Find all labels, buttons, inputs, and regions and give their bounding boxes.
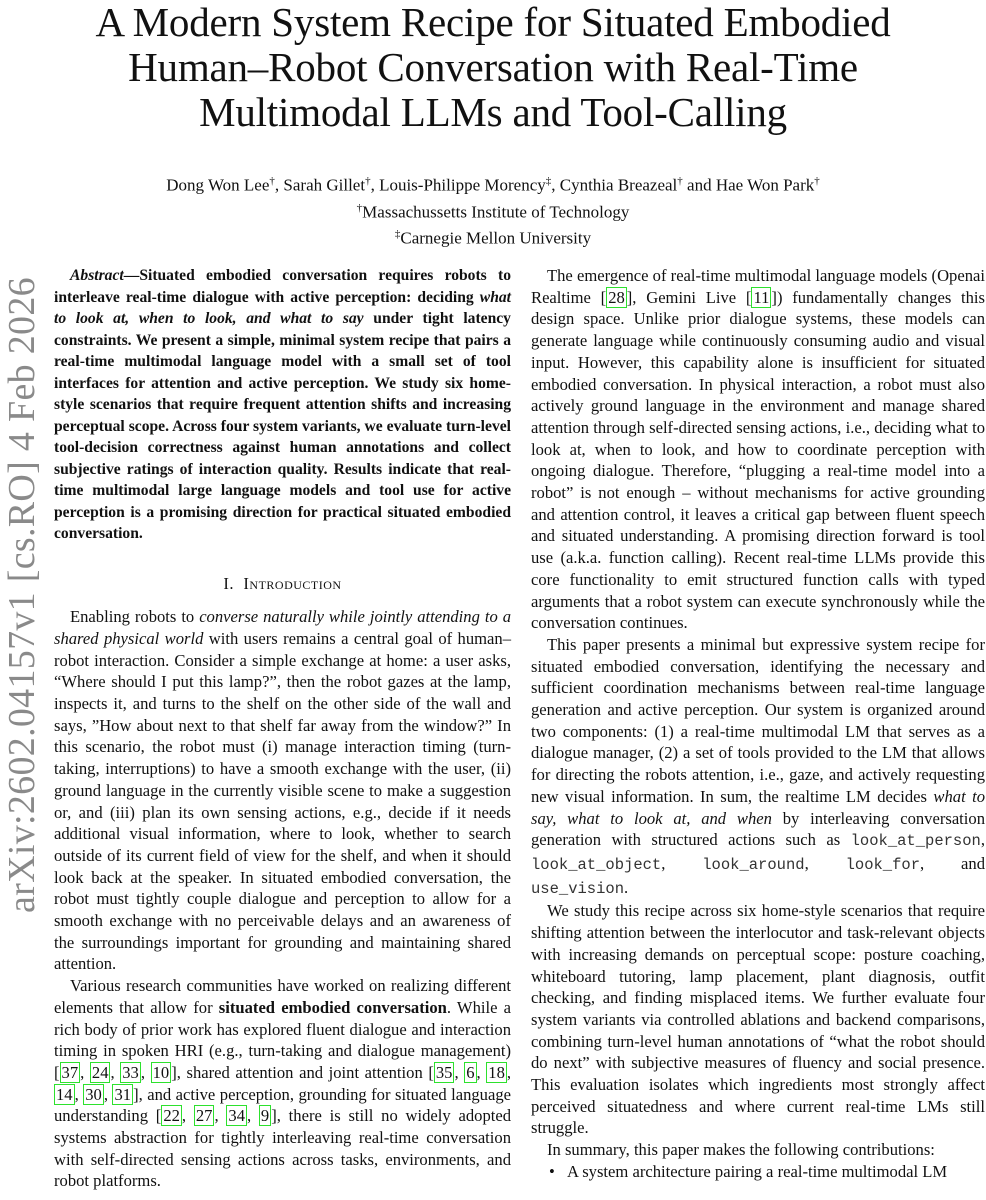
contribution-item: • A system architecture pairing a real-time multimodal LM — [547, 1161, 985, 1183]
author-name: Sarah Gillet — [283, 175, 366, 195]
text: This paper presents a minimal but expressive system recipe for situated embodied conversation, identifying the necessary and sufficient coordination mechanisms between real-time language generation and active perception. Our system is organized around two components: (1) a real-time multimodal LM that serves as a dialogue manager, (2) a set of tools provided to the LM that allows for directing the robots attention, i.e., gaze, and actively requesting new visual information. In sum, the realtime LM decides — [531, 634, 985, 806]
text: The emergence of real-time multimodal language models (Openai Realtime [ — [531, 266, 985, 307]
citation-link[interactable]: 35 — [435, 1062, 453, 1082]
text: ], there is still no widely adopted systems abstraction for tightly interleaving real-time conversation with self-directed sensing actions across tasks, environments, and robot platforms. — [54, 1106, 512, 1191]
bold-text: situated embodied conversation — [218, 997, 447, 1017]
text: Various research communities have worked on realizing different elements that allow for — [54, 976, 511, 1017]
text: ]) fundamentally changes this design space. Unlike prior dialogue systems, these models can generate language while continuously consuming audio and visual input. However, this capability alone is insufficient for situated embodied conversation. In physical interaction, a robot must also actively ground language in the environment and manage shared attention through self-directed sensing actions, i.e., deciding what to look at, when to look, and how to coordinate perception with ongoing dialogue. Therefore, “plugging a real-time model into a robot” is not enough – without mechanisms for active grounding and attention control, it leaves a critical gap between fluent speech and situated understanding. A promising direction forward is tool use (a.k.a. function calling). Recent real-time LLMs provide this core functionality to emit structured function calls with typed arguments that a robot system can execute synchronously while the conversation continues. — [531, 287, 986, 633]
title-line-2: Human–Robot Conversation with Real-Time — [128, 44, 858, 90]
left-column — [54, 265, 511, 1192]
affiliation-mark: † — [356, 201, 363, 214]
affiliation-mark: † — [269, 175, 275, 187]
separator: , — [980, 830, 985, 850]
affiliation-mark: † — [677, 175, 683, 187]
affiliation-name: Massachussetts Institute of Technology — [362, 202, 630, 222]
title-line-1: A Modern System Recipe for Situated Embodied — [95, 0, 891, 45]
contributions-list — [531, 1161, 985, 1183]
citation-link[interactable]: 6 — [466, 1062, 475, 1082]
citation-link[interactable]: 22 — [163, 1106, 180, 1126]
italic-text: converse naturally while jointly attending to a shared physical world — [54, 607, 511, 648]
intro-paragraph-6: In summary, this paper makes the following contributions: — [547, 1140, 935, 1160]
text: Enabling robots to — [70, 607, 200, 627]
citation-link[interactable]: 9 — [260, 1106, 270, 1126]
citation-link[interactable]: 33 — [122, 1062, 139, 1082]
abstract-italic: what to look at, when to look, and what to say — [54, 288, 511, 327]
text: ], and active perception, grounding for situated language understanding [ — [54, 1084, 511, 1126]
text: ], shared attention and joint attention [ — [171, 1062, 434, 1082]
citation-link[interactable]: 27 — [195, 1106, 213, 1126]
citation-link[interactable]: 11 — [753, 287, 770, 307]
intro-paragraph-2: Various research communities have worked on realizing different elements that allow for situated embodied conversation. While a rich body of prior work has explored fluent dialogue and interaction timing in spoken HRI (e.g., turn-taking and dialogue management) [ 37 , 24 , 33 , 10 ], shared attention and joint attention [ 35 , 6 , 18 , 14 , 30 , 31 ], and active perception, grounding for situated language understanding [ 22 , 27 , 34 , 9 ], there is still no widely adopted systems abstraction for tightly interleaving real-time conversation with self-directed sensing actions across tasks, environments, and robot platforms. — [54, 976, 512, 1191]
arxiv-stamp: arXiv:2602.04157v1 [cs.RO] 4 Feb 2026 — [1, 277, 43, 913]
affiliation-mark: ‡ — [394, 228, 401, 241]
author-name: Louis-Philippe Morency — [379, 175, 546, 195]
abstract-text: under tight latency constraints. We present a simple, minimal system recipe that pairs a real-time multimodal language model with a small set of tool interfaces for attention and active perception. We study six home-style scenarios that require frequent attention shifts and increasing perceptual scope. Across four system variants, we evaluate turn-level tool-decision correctness against human annotations and collect subjective ratings of interaction quality. Results indicate that real-time multimodal large language models and tool use for active perception is a promising direction for practical situated embodied conversation. — [54, 310, 511, 542]
author-block — [0, 170, 986, 250]
affiliation-name: Carnegie Mellon University — [400, 228, 592, 248]
citation-link[interactable]: 18 — [488, 1062, 505, 1082]
author-name: Cynthia Breazeal — [559, 175, 678, 195]
affiliation-mark: ‡ — [545, 175, 552, 187]
affiliation-cmu — [0, 223, 986, 250]
affiliation-mark: † — [365, 175, 371, 187]
text: by interleaving conversation generation with structured actions such as — [531, 808, 985, 850]
author-list: Dong Won Lee†, Sarah Gillet†, Louis-Philippe Morency‡, Cynthia Breazeal† and Hae Won Park† — [166, 175, 820, 195]
abstract-label: Abstract — [70, 267, 124, 284]
tool-name: look_at_person — [850, 832, 981, 851]
text: with users remains a central goal of human–robot interaction. Consider a simple exchange at home: a user asks, “Where should I put this lamp?”, then the robot gazes at the lamp, inspects it, and turns to the shelf on the other side of the wall and says, ”How about next to that shelf far away from the window?” In this scenario, the robot must (i) manage interaction timing (turn-taking, interruptions) to have a smooth exchange with the user, (ii) ground language in the currently visible scene to make a suggestion or, and (iii) plan its own sensing actions, e.g., decide if it needs additional visual information, where to look, whether to search outside of its current field of view for the shelf, and when it should look back at the speaker. In situated embodied conversation, the robot must tightly couple dialogue and perception to allow for a smooth exchange with no perceivable delays and an awareness of the surroundings important for grounding and maintaining shared attention. — [54, 628, 511, 974]
separator: , and — [920, 853, 985, 873]
section-title: Introduction — [243, 573, 342, 593]
separator: , — [804, 853, 846, 873]
abstract — [54, 265, 511, 545]
affiliation-mit — [0, 197, 986, 224]
text: . While a rich body of prior work has explored fluent dialogue and interaction timing in spoken HRI (e.g., turn-taking and dialogue management) [ — [54, 997, 511, 1082]
tool-name: look_for — [845, 855, 921, 874]
tool-name: look_at_object — [531, 855, 662, 874]
citation-link[interactable]: 30 — [85, 1084, 102, 1104]
citation-link[interactable]: 34 — [228, 1106, 245, 1126]
affiliation-mark: † — [814, 175, 820, 187]
right-column — [531, 265, 985, 1183]
citation-link[interactable]: 31 — [114, 1084, 132, 1104]
tool-name: use_vision — [531, 879, 625, 898]
title-line-3: Multimodal LLMs and Tool-Calling — [199, 89, 787, 135]
intro-paragraph-5: We study this recipe across six home-style scenarios that require shifting attention between the interlocutor and task-relevant objects with increasing demands on perceptual scope: posture coaching, whiteboard tutoring, lamp placement, plant diagnosis, outfit checking, and finding misplaced items. We further evaluate four system variants via controlled ablations and backend comparisons, combining turn-level human annotations of “what the robot should do next” with subjective measures of fluency and social presence. This evaluation isolates which ingredients most strongly affect perceived situatedness and where current real-time LMs still struggle. — [531, 901, 985, 1138]
citation-link[interactable]: 28 — [608, 287, 625, 307]
italic-text: what to say, what to look at, and when — [531, 786, 985, 828]
section-heading-introduction — [54, 573, 511, 595]
abstract-text: Situated embodied conversation requires robots to interleave real-time dialogue with active perception: deciding — [54, 267, 511, 306]
section-number: I. — [223, 573, 235, 593]
tool-name: look_around — [702, 855, 805, 874]
abstract-dash: — — [123, 267, 140, 284]
separator: . — [624, 877, 629, 897]
citation-link[interactable]: 10 — [152, 1062, 170, 1082]
citation-link[interactable]: 24 — [91, 1062, 109, 1082]
text: ], Gemini Live [ — [626, 287, 752, 307]
author-name: Hae Won Park — [715, 175, 815, 195]
citation-link[interactable]: 14 — [56, 1084, 73, 1104]
intro-paragraph-4 — [531, 634, 985, 900]
author-name: Dong Won Lee — [166, 175, 270, 195]
intro-paragraph-1 — [54, 606, 511, 975]
paper-title — [0, 0, 986, 135]
citation-link[interactable]: 37 — [61, 1062, 79, 1082]
separator: , — [661, 853, 703, 873]
intro-paragraph-3 — [531, 265, 985, 634]
